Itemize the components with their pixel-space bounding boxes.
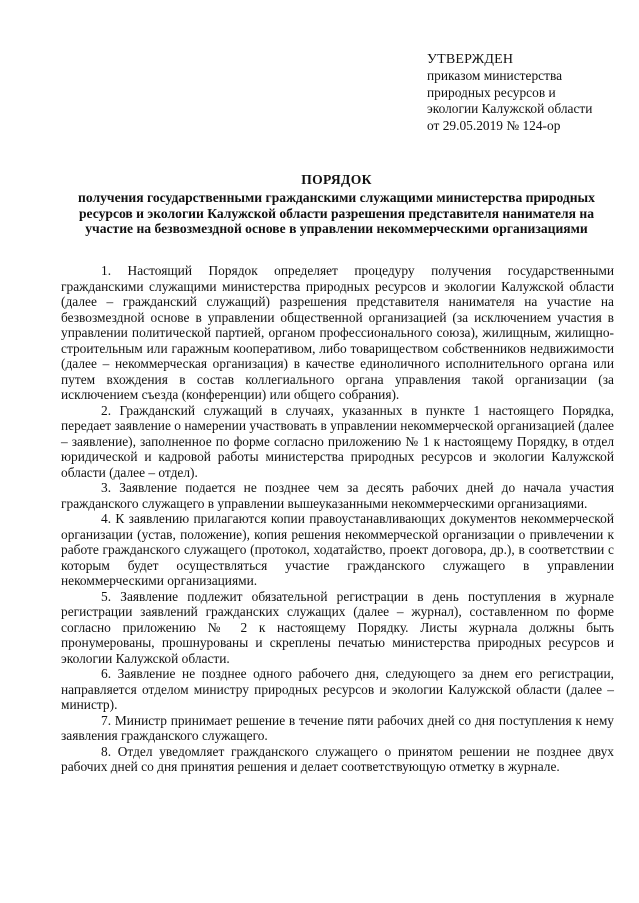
approval-heading: УТВЕРЖДЕН xyxy=(427,52,514,67)
paragraph-1: 1. Настоящий Порядок определяет процедуру получения государственными гражданскими служащими министерства природных ресурсов и экологии Калужской области (далее – гражданский служащий) разрешения представителя нанимателя на участие на безвозмездной основе в управлении общественной организацией (за исключением участия в управлении политической партией, органом профессионального союза), жилищным, жилищно-строительным или гаражным кооперативом, либо товариществом собственников недвижимости (далее – некоммерческая организация) в качестве единоличного исполнительного органа или путем вхождения в состав коллегиального органа управления такой организации (за исключением съезда (конференции) или общего собрания). xyxy=(61,263,614,402)
document-body xyxy=(61,263,614,775)
document-subtitle: получения государственными гражданскими служащими министерства природных ресурсов и экологии Калужской области разрешения представителя нанимателя на участие на безвозмездной основе в управлении некоммерческими организациями xyxy=(78,190,595,237)
approval-stamp xyxy=(427,52,627,134)
document-title xyxy=(60,172,613,237)
document-title-main: ПОРЯДОК xyxy=(301,172,372,187)
paragraph-3: 3. Заявление подается не позднее чем за десять рабочих дней до начала участия гражданского служащего в управлении вышеуказанными некоммерческими организациями. xyxy=(61,480,614,511)
paragraph-6: 6. Заявление не позднее одного рабочего дня, следующего за днем его регистрации, направляется отделом министру природных ресурсов и экологии Калужской области (далее – министр). xyxy=(61,666,614,712)
paragraph-2: 2. Гражданский служащий в случаях, указанных в пункте 1 настоящего Порядка, передает заявление о намерении участвовать в управлении некоммерческой организацией (далее – заявление), заполненное по форме согласно приложению № 1 к настоящему Порядку, в отдел юридической и кадровой работы министерства природных ресурсов и экологии Калужской области (далее – отдел). xyxy=(61,402,614,480)
approval-line-3: экологии Калужской области xyxy=(427,101,593,117)
paragraph-8: 8. Отдел уведомляет гражданского служащего о принятом решении не позднее двух рабочих дней со дня принятия решения и делает соответствующую отметку в журнале. xyxy=(61,743,614,774)
paragraph-5: 5. Заявление подлежит обязательной регистрации в день поступления в журнале регистрации заявлений гражданских служащих (далее – журнал), составленном по форме согласно приложению № 2 к настоящему Порядку. Листы журнала должны быть пронумерованы, прошнурованы и скреплены печатью министерства природных ресурсов и экологии Калужской области. xyxy=(61,588,614,666)
approval-line-4: от 29.05.2019 № 124-ор xyxy=(427,117,561,133)
approval-line-1: приказом министерства xyxy=(427,68,563,84)
approval-line-2: природных ресурсов и xyxy=(427,84,556,100)
paragraph-7: 7. Министр принимает решение в течение пяти рабочих дней со дня поступления к нему заявления гражданского служащего. xyxy=(61,712,614,743)
paragraph-4: 4. К заявлению прилагаются копии правоустанавливающих документов некоммерческой организации (устав, положение), копия решения некоммерческой организации о привлечении к работе гражданского служащего (протокол, ходатайство, проект договора, др.), в соответствии с которым будет осуществляться участие гражданского служащего в управлении некоммерческими организациями. xyxy=(61,511,614,588)
